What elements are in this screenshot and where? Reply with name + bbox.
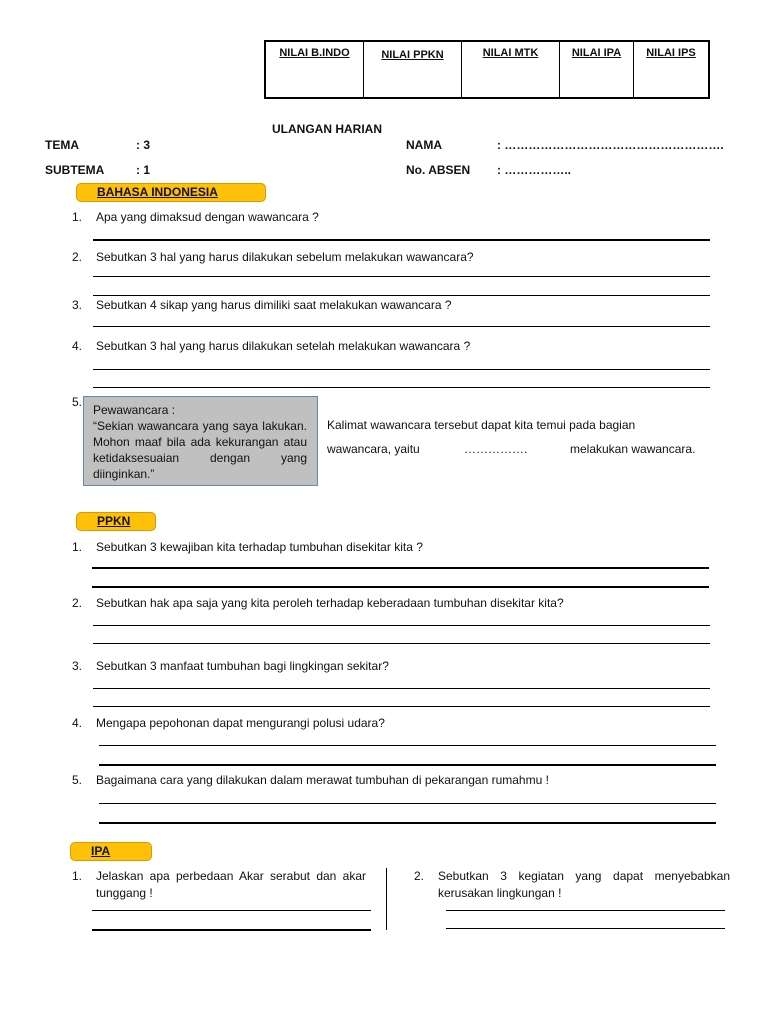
quote-text: “Sekian wawancara yang saya lakukan. Mohon maaf bila ada kekurangan atau ketidaksesuaian dengan yang diinginkan.” bbox=[93, 419, 307, 481]
answer-line[interactable] bbox=[99, 764, 716, 766]
question-number: 4. bbox=[72, 716, 83, 730]
answer-line[interactable] bbox=[93, 387, 710, 388]
subtema-value: : 1 bbox=[136, 163, 151, 177]
answer-line[interactable] bbox=[93, 369, 710, 370]
answer-line[interactable] bbox=[99, 803, 716, 804]
answer-line[interactable] bbox=[446, 910, 725, 911]
answer-line[interactable] bbox=[92, 567, 709, 569]
score-cell-bindo: NILAI B.INDO bbox=[266, 42, 364, 97]
ipa-question-2 bbox=[414, 868, 730, 902]
section-label-bindo: BAHASA INDONESIA bbox=[76, 183, 266, 202]
bindo-question-4 bbox=[72, 339, 470, 353]
question-text: Sebutkan 3 kewajiban kita terhadap tumbuhan disekitar kita ? bbox=[96, 540, 423, 554]
bindo-question-1 bbox=[72, 210, 319, 224]
question-text: Apa yang dimaksud dengan wawancara ? bbox=[96, 210, 319, 224]
quote-box bbox=[83, 396, 318, 486]
tema-value: : 3 bbox=[136, 138, 151, 152]
absen-label: No. ABSEN bbox=[406, 163, 471, 177]
nama-field[interactable]: : ………………………………………………. bbox=[497, 138, 724, 152]
question-number: 2. bbox=[72, 596, 83, 610]
nama-label: NAMA bbox=[406, 138, 442, 152]
question-text: Sebutkan hak apa saja yang kita peroleh terhadap keberadaan tumbuhan disekitar kita? bbox=[96, 596, 564, 610]
answer-line[interactable] bbox=[93, 688, 710, 689]
q5-statement-line1: Kalimat wawancara tersebut dapat kita temui pada bagian bbox=[327, 418, 636, 432]
section-label-ppkn: PPKN bbox=[76, 512, 156, 531]
column-divider bbox=[386, 868, 387, 930]
answer-line[interactable] bbox=[92, 586, 709, 588]
ppkn-question-2 bbox=[72, 596, 564, 610]
bindo-question-3 bbox=[72, 298, 452, 312]
question-number: 3. bbox=[72, 659, 83, 673]
score-cell-ppkn: NILAI PPKN bbox=[364, 42, 462, 97]
q5-statement-line2a: wawancara, yaitu bbox=[327, 442, 420, 456]
question-number: 2. bbox=[72, 250, 83, 264]
question-text: Sebutkan 4 sikap yang harus dimiliki saat melakukan wawancara ? bbox=[96, 298, 452, 312]
question-number: 3. bbox=[72, 298, 83, 312]
ipa-question-1 bbox=[72, 868, 366, 902]
question-number: 2. bbox=[414, 869, 425, 883]
question-number: 5. bbox=[72, 773, 83, 787]
answer-line[interactable] bbox=[93, 706, 710, 707]
question-number: 1. bbox=[72, 210, 83, 224]
ppkn-question-1 bbox=[72, 540, 423, 554]
answer-line[interactable] bbox=[93, 276, 710, 277]
score-cell-ips: NILAI IPS bbox=[646, 47, 696, 59]
q5-blank[interactable]: ……………. bbox=[464, 442, 528, 456]
ppkn-question-4 bbox=[72, 716, 385, 730]
answer-line[interactable] bbox=[93, 643, 710, 644]
answer-line[interactable] bbox=[99, 745, 716, 746]
question-text: Sebutkan 3 manfaat tumbuhan bagi lingkingan sekitar? bbox=[96, 659, 389, 673]
question-text: Sebutkan 3 kegiatan yang dapat menyebabkan kerusakan lingkungan ! bbox=[438, 869, 730, 900]
question-number: 1. bbox=[72, 869, 83, 883]
score-table bbox=[264, 40, 710, 99]
score-cell-mtk: NILAI MTK bbox=[462, 42, 560, 97]
question-number: 4. bbox=[72, 339, 83, 353]
subtema-label: SUBTEMA bbox=[45, 163, 105, 177]
answer-line[interactable] bbox=[92, 910, 371, 911]
ppkn-question-3 bbox=[72, 659, 389, 673]
bindo-question-2 bbox=[72, 250, 474, 264]
question-number-5: 5. bbox=[72, 395, 83, 409]
answer-line[interactable] bbox=[93, 239, 710, 241]
absen-field[interactable]: : …………….. bbox=[497, 163, 571, 177]
answer-line[interactable] bbox=[93, 326, 710, 327]
q5-statement-line2c: melakukan wawancara. bbox=[570, 442, 696, 456]
question-text: Jelaskan apa perbedaan Akar serabut dan akar tunggang ! bbox=[96, 869, 366, 900]
question-text: Sebutkan 3 hal yang harus dilakukan setelah melakukan wawancara ? bbox=[96, 339, 471, 353]
answer-line[interactable] bbox=[93, 295, 710, 296]
ppkn-question-5 bbox=[72, 773, 549, 787]
answer-line[interactable] bbox=[93, 625, 710, 626]
question-number: 1. bbox=[72, 540, 83, 554]
question-text: Mengapa pepohonan dapat mengurangi polusi udara? bbox=[96, 716, 385, 730]
answer-line[interactable] bbox=[99, 822, 716, 824]
answer-line[interactable] bbox=[92, 929, 371, 931]
tema-label: TEMA bbox=[45, 138, 79, 152]
question-text: Sebutkan 3 hal yang harus dilakukan sebelum melakukan wawancara? bbox=[96, 250, 474, 264]
page-title: ULANGAN HARIAN bbox=[272, 122, 382, 136]
score-cell-ipa: NILAI IPA bbox=[560, 42, 634, 97]
quote-speaker: Pewawancara : bbox=[93, 403, 176, 417]
section-label-ipa: IPA bbox=[70, 842, 152, 861]
answer-line[interactable] bbox=[446, 928, 725, 929]
question-text: Bagaimana cara yang dilakukan dalam merawat tumbuhan di pekarangan rumahmu ! bbox=[96, 773, 549, 787]
